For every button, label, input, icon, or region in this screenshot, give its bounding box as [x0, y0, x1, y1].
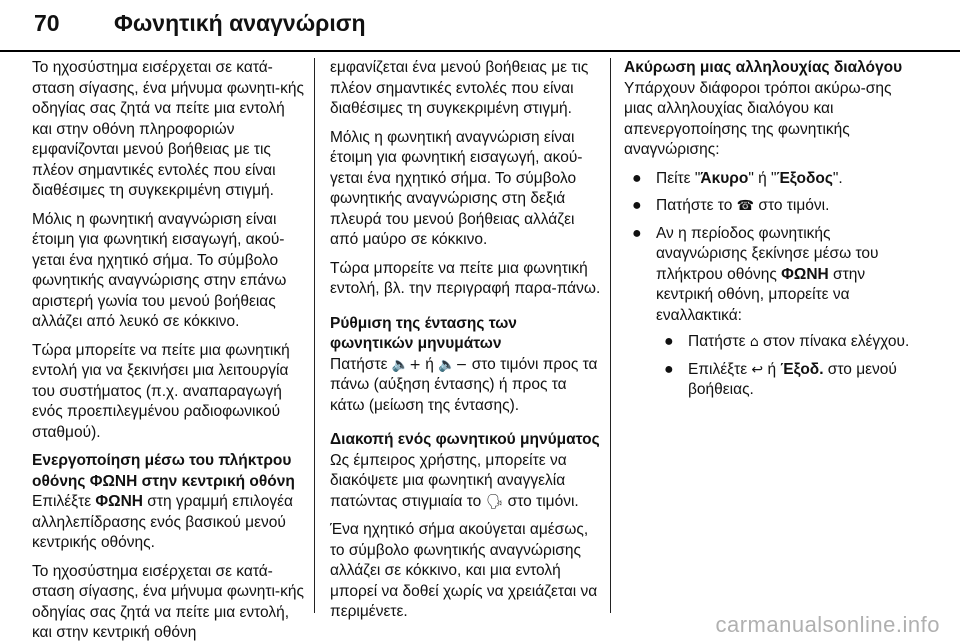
back-icon: ↩ [751, 361, 764, 378]
section-heading: Ρύθμιση της έντασης των φωνητικών μηνυμάτων [330, 314, 517, 352]
column-divider-1 [314, 58, 315, 613]
list-item: ● Αν η περίοδος φωνητικής αναγνώρισης ξεκίνησε μέσω του πλήκτρου οθόνης ΦΩΝΗ στην κεντρική οθόνη, μπορείτε να εναλλακτικά: ● Πατήστε ⌂ στον πίνακα ελέγχου. ● Επιλέξτε ↩ ή Έξοδ. στο μενού βοήθειας. [624, 224, 924, 401]
column-1 [32, 58, 304, 644]
list-item: ● Πατήστε ⌂ στον πίνακα ελέγχου. [656, 332, 924, 353]
bullet-icon: ● [632, 197, 642, 214]
sub-bullet-list [656, 332, 924, 401]
paragraph: Το ηχοσύστημα εισέρχεται σε κατά-σταση σίγασης, ένα μήνυμα φωνητι-κής οδηγίας σας ζητά να πείτε μια εντολή και στην οθόνη πληροφοριών εμφανίζονται μενού βοήθειας με τις πλέον σημαντικές εντολές που είναι διαθέσιμες τη συγκεκριμένη στιγμή. [32, 59, 304, 199]
paragraph: Τώρα μπορείτε να πείτε μια φωνητική εντολή για να ξεκινήσει μια λειτουργία του συστήματος (π.χ. αναπαραγωγή ενός προεπιλεγμένου ραδιοφωνικού σταθμού). [32, 341, 290, 441]
home-icon: ⌂ [749, 334, 759, 350]
section-heading: Ενεργοποίηση μέσω του πλήκτρου οθόνης ΦΩΝΗ στην κεντρική οθόνη [32, 452, 295, 490]
page-number: 70 [34, 10, 60, 36]
paragraph: Τώρα μπορείτε να πείτε μια φωνητική εντολή, βλ. την περιγραφή παρα-πάνω. [330, 259, 601, 297]
voice-key-label: ΦΩΝΗ [95, 493, 143, 510]
paragraph: Μόλις η φωνητική αναγνώριση είναι έτοιμη για φωνητική εισαγωγή, ακού-γεται ένα ηχητικό σήμα. Το σύμβολο φωνητικής αναγνώρισης στη δεξιά πλευρά του μενού βοήθειας αλλάζει από μαύρο σε κόκκινο. [330, 128, 583, 248]
hang-up-icon: ☎ [736, 198, 755, 214]
column-3 [624, 58, 924, 408]
section-heading: Ακύρωση μιας αλληλουχίας διαλόγου [624, 59, 903, 76]
paragraph: Το ηχοσύστημα εισέρχεται σε κατά-σταση σίγασης, ένα μήνυμα φωνητι-κής οδηγίας σας ζητά να πείτε μια εντολή, και στην κεντρική οθόνη [32, 562, 304, 641]
running-title: Φωνητική αναγνώριση [114, 10, 366, 36]
list-item: ● Πείτε "Άκυρο" ή "Έξοδος". [624, 169, 924, 190]
paragraph: Πατήστε 🔈+ ή 🔈− στο τιμόνι προς τα πάνω (αύξηση έντασης) ή προς τα κάτω (μείωση της έντασης). [330, 355, 598, 414]
header-rule [0, 50, 960, 52]
column-divider-2 [610, 58, 611, 613]
bullet-icon: ● [632, 169, 642, 187]
section-heading: Διακοπή ενός φωνητικού μηνύματος [330, 431, 600, 448]
bullet-icon: ● [664, 333, 674, 350]
list-item: ● Πατήστε το ☎ στο τιμόνι. [624, 196, 924, 217]
volume-down-icon: 🔈− [438, 356, 468, 373]
watermark: carmanualsonline.info [715, 612, 940, 637]
bullet-icon: ● [664, 360, 674, 378]
list-item: ● Επιλέξτε ↩ ή Έξοδ. στο μενού βοήθειας. [664, 360, 897, 398]
bullet-list [624, 169, 924, 401]
paragraph: Ως έμπειρος χρήστης, μπορείτε να διακόψετε μια φωνητική αναγγελία πατώντας στιγμιαία το 🗣 στο τιμόνι. [330, 451, 579, 510]
bullet-icon: ● [632, 224, 642, 242]
page-header [0, 0, 960, 58]
paragraph: Επιλέξτε ΦΩΝΗ στη γραμμή επιλογέα αλληλεπίδρασης ενός βασικού μενού κεντρικής οθόνης. [32, 493, 294, 551]
paragraph: Υπάρχουν διάφοροι τρόποι ακύρω-σης μιας αλληλουχίας διαλόγου και απενεργοποίησης της φωνητικής αναγνώρισης: [624, 79, 892, 158]
paragraph: Μόλις η φωνητική αναγνώριση είναι έτοιμη για φωνητική εισαγωγή, ακού-γεται ένα ηχητικό σήμα. Το σύμβολο φωνητικής αναγνώρισης στην επάνω αριστερή γωνία του μενού βοήθειας αλλάζει από λευκό σε κόκκινο. [32, 210, 287, 330]
voice-button-icon: 🗣 [485, 493, 504, 510]
paragraph: εμφανίζεται ένα μενού βοήθειας με τις πλέον σημαντικές εντολές που είναι διαθέσιμες τη συγκεκριμένη στιγμή. [330, 59, 589, 117]
volume-up-icon: 🔈+ [391, 356, 421, 373]
column-2 [330, 58, 602, 623]
paragraph: Ένα ηχητικό σήμα ακούγεται αμέσως, το σύμβολο φωνητικής αναγνώρισης αλλάζει σε κόκκινο, και μια εντολή μπορεί να δοθεί χωρίς να χρειάζεται να περιμένετε. [330, 521, 598, 620]
